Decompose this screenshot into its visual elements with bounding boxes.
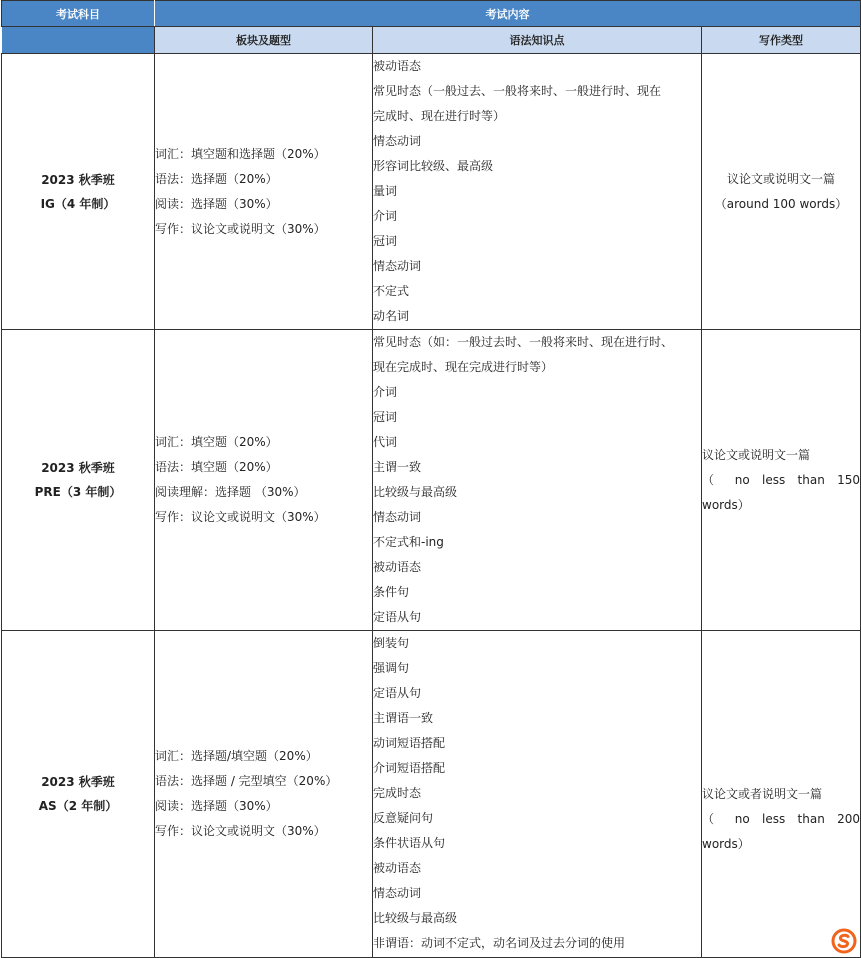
grammar-item: 情态动词 <box>373 259 422 273</box>
grammar-item: 常见时态（如：一般过去时、一般将来时、现在进行时、 <box>373 335 674 349</box>
section-item: 词汇：填空题和选择题（20%） <box>155 146 326 161</box>
header-row-1 <box>2 1 861 27</box>
course-name: PRE（3 年制） <box>34 485 122 499</box>
grammar-item: 情态动词 <box>373 886 422 900</box>
sections-cell <box>155 330 373 631</box>
grammar-item: 现在完成时、现在完成进行时等） <box>373 360 554 374</box>
grammar-item: 介词 <box>373 209 398 223</box>
grammar-item: 介词短语搭配 <box>373 761 446 775</box>
writing-cell <box>702 631 861 958</box>
grammar-item: 条件状语从句 <box>373 836 446 850</box>
course-name: AS（2 年制） <box>38 799 118 813</box>
grammar-item: 倒装句 <box>373 636 410 650</box>
grammar-item: 比较级与最高级 <box>373 485 458 499</box>
writing-type: 议论文或者说明文一篇 <box>702 786 823 801</box>
writing-length: （ no less than 150 <box>702 472 860 487</box>
course-cell <box>2 631 155 958</box>
grammar-cell <box>373 631 702 958</box>
sections-cell <box>155 631 373 958</box>
course-term: 2023 秋季班 <box>41 461 115 475</box>
grammar-item: 冠词 <box>373 410 398 424</box>
grammar-item: 形容词比较级、最高级 <box>373 159 494 173</box>
writing-cell <box>702 330 861 631</box>
grammar-item: 主谓语一致 <box>373 711 434 725</box>
header-grammar: 语法知识点 <box>373 27 702 54</box>
grammar-item: 常见时态（一般过去、一般将来时、一般进行时、现在 <box>373 84 662 98</box>
course-cell <box>2 330 155 631</box>
grammar-item: 完成时、现在进行时等） <box>373 109 506 123</box>
grammar-cell <box>373 330 702 631</box>
grammar-item: 比较级与最高级 <box>373 911 458 925</box>
table-row-ig <box>2 54 861 330</box>
grammar-item: 被动语态 <box>373 59 422 73</box>
writing-type: 议论文或说明文一篇 <box>726 171 835 186</box>
header-row-2 <box>2 27 861 54</box>
course-term: 2023 秋季班 <box>41 172 115 187</box>
header-sections: 板块及题型 <box>155 27 373 54</box>
writing-cell <box>702 54 861 330</box>
sections-cell <box>155 54 373 330</box>
grammar-item: 非谓语：动词不定式，动名词及过去分词的使用 <box>373 936 626 950</box>
header-subject-spacer <box>2 27 155 54</box>
grammar-item: 完成时态 <box>373 786 422 800</box>
writing-type: 议论文或说明文一篇 <box>702 447 811 462</box>
section-item: 写作：议论文或说明文（30%） <box>155 510 326 524</box>
grammar-item: 情态动词 <box>373 510 422 524</box>
section-item: 词汇：选择题/填空题（20%） <box>155 749 318 763</box>
writing-length: （around 100 words） <box>714 196 848 211</box>
header-content: 考试内容 <box>155 1 861 27</box>
grammar-item: 动名词 <box>373 309 410 323</box>
section-item: 阅读：选择题（30%） <box>155 799 278 813</box>
course-term: 2023 秋季班 <box>41 775 115 789</box>
writing-length-cont: words） <box>702 836 750 851</box>
grammar-item: 被动语态 <box>373 560 422 574</box>
exam-table <box>1 0 861 958</box>
grammar-item: 量词 <box>373 184 398 198</box>
grammar-item: 反意疑问句 <box>373 811 434 825</box>
section-item: 词汇：填空题（20%） <box>155 435 278 449</box>
section-item: 语法：填空题（20%） <box>155 460 278 474</box>
header-subject: 考试科目 <box>2 1 155 27</box>
grammar-item: 强调句 <box>373 661 410 675</box>
writing-length: （ no less than 200 <box>702 811 860 826</box>
section-item: 写作：议论文或说明文（30%） <box>155 824 326 838</box>
grammar-item: 冠词 <box>373 234 398 248</box>
grammar-item: 被动语态 <box>373 861 422 875</box>
writing-length-cont: words） <box>702 497 750 512</box>
grammar-cell <box>373 54 702 330</box>
grammar-item: 不定式 <box>373 284 410 298</box>
course-name: IG（4 年制） <box>40 196 116 211</box>
header-writing: 写作类型 <box>702 27 861 54</box>
grammar-item: 定语从句 <box>373 610 422 624</box>
section-item: 语法：选择题（20%） <box>155 171 278 186</box>
section-item: 写作：议论文或说明文（30%） <box>155 221 326 236</box>
table-row-as <box>2 631 861 958</box>
sogou-logo-icon <box>831 928 857 954</box>
section-item: 阅读：选择题（30%） <box>155 196 278 211</box>
grammar-item: 条件句 <box>373 585 410 599</box>
grammar-item: 介词 <box>373 385 398 399</box>
course-cell <box>2 54 155 330</box>
grammar-item: 主谓一致 <box>373 460 422 474</box>
grammar-item: 动词短语搭配 <box>373 736 446 750</box>
grammar-item: 代词 <box>373 435 398 449</box>
table-row-pre <box>2 330 861 631</box>
grammar-item: 不定式和-ing <box>373 535 444 549</box>
grammar-item: 定语从句 <box>373 686 422 700</box>
section-item: 语法：选择题 / 完型填空（20%） <box>155 774 338 788</box>
grammar-item: 情态动词 <box>373 134 422 148</box>
section-item: 阅读理解：选择题 （30%） <box>155 485 306 499</box>
